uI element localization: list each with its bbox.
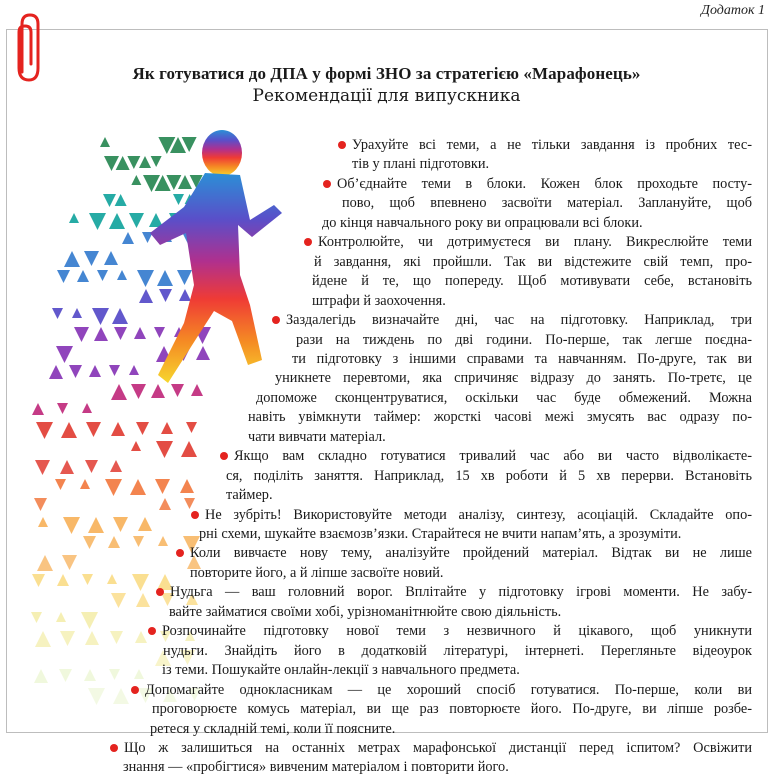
bullet-dot — [220, 452, 228, 460]
tip-line: нудьги. Знайдіть його в додатковій літературі, інтернеті. Перегляньте відеоурок — [163, 642, 752, 659]
bullet-dot — [323, 180, 331, 188]
tip-line: штрафи й заохочення. — [312, 292, 446, 309]
bullet-dot — [272, 316, 280, 324]
tip-line: повторите його, а й ліпше засвоїте новий. — [190, 564, 444, 581]
tip-line: Що ж залишиться на останніх метрах марафонської дистанції перед іспитом? Освіжити — [124, 739, 752, 756]
tip-line: вайте займатися своїми хобі, урізноманітнюйте свою діяльність. — [169, 603, 562, 620]
tip-line: ти підготовку з іншими справами та навчанням. По-друге, так ви — [292, 350, 752, 367]
tip-line: Розпочинайте підготовку нової теми з незвичного й цікавого, щоб уникнути — [162, 623, 752, 640]
tip-line: чати вивчати матеріал. — [248, 428, 386, 445]
appendix-label: Додаток 1 — [701, 3, 765, 18]
tip-line: Не зубріть! Використовуйте методи аналізу, синтезу, асоціацій. Складайте опо- — [205, 506, 752, 523]
tip-line: навіть увімкнути таймер: жорсткі часові межі змусять вас одразу по- — [248, 409, 752, 426]
tip-line: таймер. — [226, 487, 273, 504]
tip-line: Об’єднайте теми в блоки. Кожен блок проходьте посту- — [337, 175, 752, 192]
tip-line: Нудьга — ваш головний ворог. Вплітайте у підготовку ігрові моменти. Не забу- — [170, 584, 752, 601]
bullet-dot — [148, 627, 156, 635]
tip-line: пово, щоб впевнено засвоїти матеріал. Заплануйте, щоб — [342, 195, 752, 212]
tip-line: до кінця навчального року ви опрацювали всі блоки. — [322, 214, 643, 231]
tip-line: Контролюйте, чи дотримуєтеся ви плану. Викреслюйте теми — [318, 234, 752, 251]
tip-line: Допомагайте однокласникам — це хороший спосіб готуватися. По-перше, коли ви — [145, 681, 752, 698]
tip-line: ретеся у складній темі, коли її поясните. — [150, 720, 396, 737]
tip-line: уникнете перевтоми, яка спричиняє відразу до занять. По-третє, це — [275, 370, 752, 387]
page-subtitle: Рекомендації для випускника — [252, 86, 521, 106]
tip-line: Якщо вам складно готуватися тривалий час або ви часто відволікаєте- — [234, 448, 752, 465]
tip-line: знання — «пробігтися» вивченим матеріалом і повторити його. — [123, 759, 509, 776]
bullet-dot — [338, 141, 346, 149]
tip-line: тів у плані підготовки. — [352, 156, 490, 173]
tip-line: рні схеми, шукайте взаємозв’язки. Старайтеся не вчити напам’ять, а зрозуміти. — [199, 526, 682, 542]
bullet-dot — [304, 238, 312, 246]
tip-line: ся, поділіть заняття. Наприклад, 15 хв роботи й 5 хв перерви. Встановіть — [226, 467, 752, 484]
page-title: Як готуватися до ДПА у формі ЗНО за стратегією «Марафонець» — [132, 64, 641, 83]
tip-line: із теми. Пошукайте онлайн-лекції з навчального предмета. — [162, 662, 520, 679]
bullet-dot — [156, 588, 164, 596]
tip-line: Урахуйте всі теми, а не тільки завдання із пробних тес- — [352, 137, 752, 153]
tip-line: проговорюєте комусь матеріал, ви ще раз повторюєте його. По-друге, ви ліпше розбе- — [152, 701, 752, 718]
bullet-dot — [191, 511, 199, 519]
tip-line: допоможе сконцентруватися, оскільки час буде обмежений. Можна — [256, 389, 752, 406]
tip-line: й завдання, які пройшли. Так ви відстежите свій темп, про- — [314, 253, 752, 270]
bullet-dot — [110, 744, 118, 752]
tip-line: рази на тиждень по дві години. По-перше, так легше поєдна- — [296, 331, 752, 348]
tip-line: Коли вивчаєте нову тему, аналізуйте пройдений матеріал. Відтак ви не лише — [190, 545, 752, 562]
bullet-dot — [131, 686, 139, 694]
tip-line: Заздалегідь визначайте дні, час на підготовку. Наприклад, три — [286, 312, 752, 329]
tip-line: йдене й те, що попереду. Щоб мотивувати себе, встановіть — [312, 273, 752, 290]
bullet-dot — [176, 549, 184, 557]
